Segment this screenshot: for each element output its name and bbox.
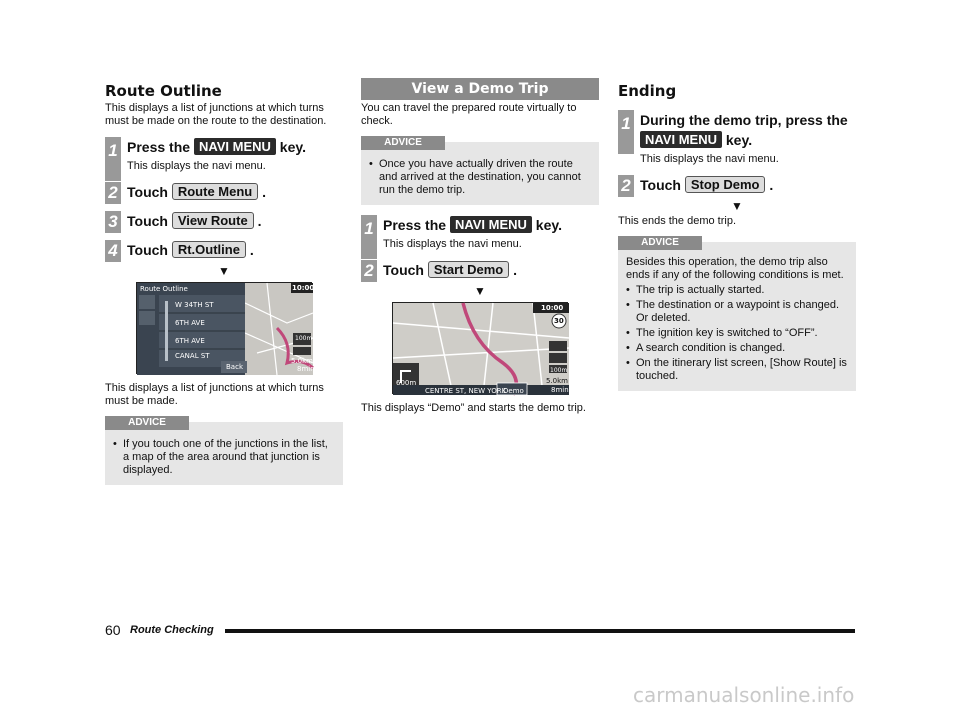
demo-indicator: Demo	[503, 387, 524, 395]
down-arrow-icon: ▼	[218, 264, 230, 278]
section-title: Route Outline	[105, 82, 222, 100]
route-outline-section	[105, 78, 343, 485]
step-text: .	[245, 242, 254, 258]
scale-label: 100m	[295, 335, 313, 342]
rt-outline-button: Rt.Outline	[172, 241, 246, 258]
step-1	[105, 137, 343, 173]
street-name-label: CENTRE ST, NEW YORK	[425, 387, 507, 395]
view-route-button: View Route	[172, 212, 254, 229]
step-description: This displays the navi menu.	[127, 160, 266, 172]
route-menu-button: Route Menu	[172, 183, 258, 200]
footer-rule	[225, 629, 855, 633]
distance-label: 5.0km	[291, 357, 314, 365]
step-title	[127, 211, 343, 231]
step-1	[618, 110, 856, 166]
step-number: 4	[105, 240, 121, 262]
advice-box	[618, 237, 856, 391]
junction-item: W 34TH ST	[175, 301, 214, 309]
step-text: key.	[721, 132, 753, 148]
result-text: This displays a list of junctions at which turns must be made.	[105, 382, 324, 407]
junction-item: 6TH AVE	[175, 337, 205, 345]
demo-trip-section	[361, 78, 599, 415]
clock-text: 10:00	[541, 304, 564, 312]
step-title	[127, 137, 343, 157]
step-text: key.	[275, 139, 307, 155]
advice-tag: ADVICE	[105, 416, 189, 430]
step-number: 1	[361, 215, 377, 259]
step-title	[127, 240, 343, 260]
advice-box	[361, 137, 599, 205]
step-3	[105, 211, 343, 231]
advice-item: • The destination or a waypoint is changed. Or deleted.	[626, 299, 848, 325]
page-footer	[105, 622, 855, 638]
step-text: .	[258, 184, 267, 200]
advice-item: • The ignition key is switched to “OFF”.	[626, 327, 848, 340]
page-number: 60	[105, 622, 121, 638]
advice-item: • The trip is actually started.	[626, 284, 848, 297]
watermark: carmanualsonline.info	[633, 683, 855, 707]
section-banner: View a Demo Trip	[361, 78, 599, 100]
step-title	[383, 215, 599, 235]
navi-menu-key: NAVI MENU	[194, 138, 276, 155]
distance-label: 5.0km	[546, 377, 569, 385]
turn-distance-label: 600m	[396, 379, 417, 387]
footer-section-title: Route Checking	[130, 624, 214, 636]
junction-item: 6TH AVE	[175, 319, 205, 327]
eta-label: 8min	[297, 365, 315, 373]
step-text: Press the	[127, 139, 194, 155]
advice-item: • If you touch one of the junctions in the list, a map of the area around that junction is displayed.	[113, 438, 335, 477]
result-text: This ends the demo trip.	[618, 215, 737, 227]
screen-title: Route Outline	[140, 285, 188, 293]
step-title	[640, 175, 856, 195]
speed-limit-label: 30	[554, 317, 564, 325]
advice-item: • On the itinerary list screen, [Show Route] is touched.	[626, 357, 848, 383]
intro-text: You can travel the prepared route virtually to check.	[361, 102, 577, 127]
step-text: During the demo trip, press the	[640, 112, 848, 128]
advice-item: • A search condition is changed.	[626, 342, 848, 355]
step-number: 3	[105, 211, 121, 233]
step-text: Touch	[383, 262, 428, 278]
step-number: 2	[618, 175, 634, 197]
step-number: 2	[105, 182, 121, 204]
junction-item: CANAL ST	[175, 352, 210, 360]
advice-tag: ADVICE	[618, 236, 702, 250]
navi-menu-key: NAVI MENU	[640, 131, 722, 148]
step-1	[361, 215, 599, 251]
scale-label: 100m	[550, 367, 568, 374]
advice-item: • Once you have actually driven the route and arrived at the destination, you cannot run the demo trip.	[369, 158, 591, 197]
step-text: Touch	[127, 213, 172, 229]
advice-tag: ADVICE	[361, 136, 445, 150]
step-title	[640, 110, 856, 150]
clock-text: 10:00	[292, 284, 315, 292]
navi-menu-key: NAVI MENU	[450, 216, 532, 233]
step-2	[105, 182, 343, 202]
step-number: 1	[105, 137, 121, 181]
step-text: Touch	[640, 177, 685, 193]
step-number: 2	[361, 260, 377, 282]
step-title	[383, 260, 599, 280]
result-text: This displays “Demo” and starts the demo trip.	[361, 402, 586, 414]
section-title: Ending	[618, 82, 677, 100]
step-description: This displays the navi menu.	[383, 238, 522, 250]
map-background	[137, 283, 313, 375]
step-description: This displays the navi menu.	[640, 153, 779, 165]
stop-demo-button: Stop Demo	[685, 176, 766, 193]
demo-trip-screenshot	[392, 302, 568, 394]
step-4	[105, 240, 343, 260]
back-button: Back	[226, 363, 243, 371]
step-text: Touch	[127, 242, 172, 258]
step-text: .	[253, 213, 262, 229]
step-2	[618, 175, 856, 195]
step-number: 1	[618, 110, 634, 154]
ending-section	[618, 78, 856, 391]
step-text: Press the	[383, 217, 450, 233]
advice-intro: Besides this operation, the demo trip also ends if any of the following conditions is met.	[626, 256, 844, 281]
step-2	[361, 260, 599, 280]
down-arrow-icon: ▼	[731, 199, 743, 213]
step-text: Touch	[127, 184, 172, 200]
step-title	[127, 182, 343, 202]
down-arrow-icon: ▼	[474, 284, 486, 298]
advice-box	[105, 417, 343, 485]
map-background	[393, 303, 569, 395]
step-text: key.	[531, 217, 563, 233]
step-text: .	[509, 262, 517, 278]
intro-text: This displays a list of junctions at which turns must be made on the route to the destination.	[105, 102, 327, 127]
route-outline-screenshot	[136, 282, 315, 374]
start-demo-button: Start Demo	[428, 261, 509, 278]
step-text: .	[765, 177, 774, 193]
eta-label: 8min	[551, 386, 569, 394]
